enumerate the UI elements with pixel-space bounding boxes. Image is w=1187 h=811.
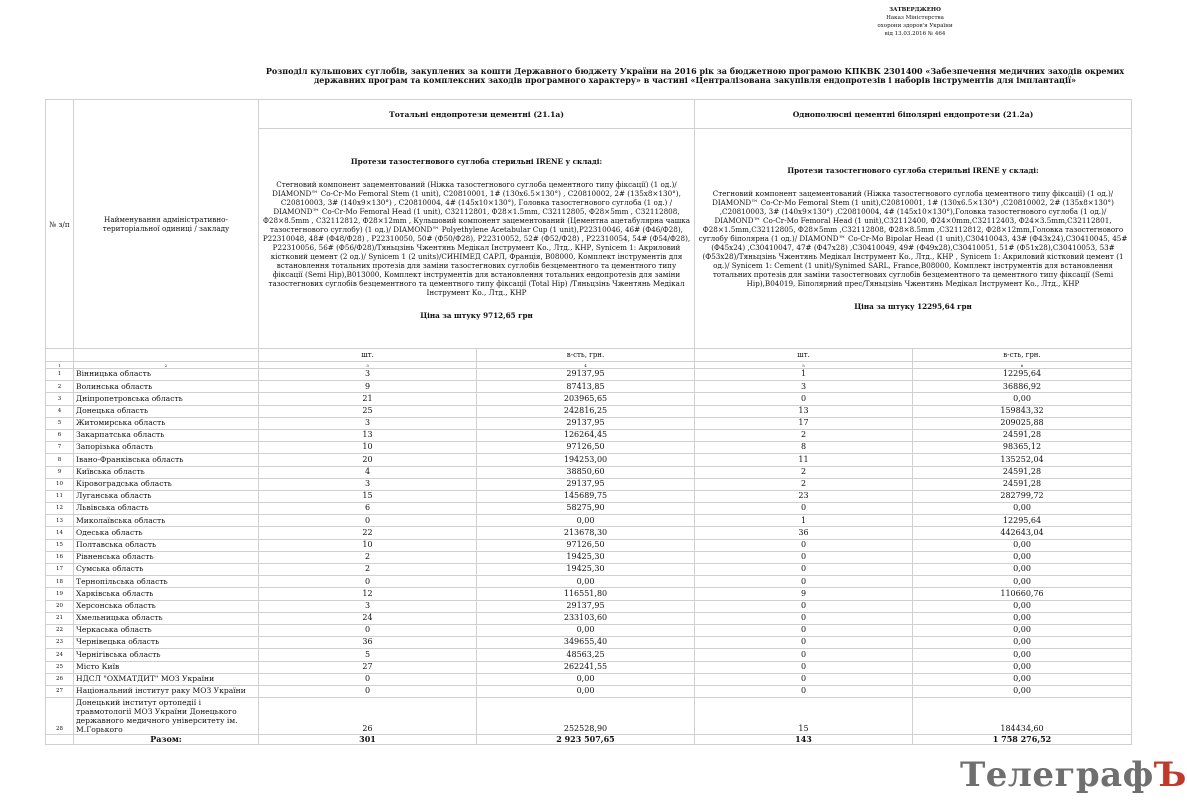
table-row bbox=[46, 624, 1132, 636]
col-name-header: Найменування адміністративно-територіальної одиниці / закладу bbox=[74, 100, 259, 349]
cell-q1: 9 bbox=[259, 381, 477, 393]
cell-s2: 0,00 bbox=[913, 551, 1132, 563]
cell-s1: 97126,50 bbox=[477, 442, 695, 454]
cell-q2: 23 bbox=[695, 490, 913, 502]
table-row bbox=[46, 393, 1132, 405]
cell-name: Національний інститут раку МОЗ України bbox=[74, 685, 259, 697]
cell-n: 18 bbox=[46, 576, 74, 588]
cell-q2: 0 bbox=[695, 661, 913, 673]
index-cell: 5 bbox=[695, 362, 913, 369]
cell-q2: 0 bbox=[695, 393, 913, 405]
table-row bbox=[46, 576, 1132, 588]
cell-q1: 10 bbox=[259, 442, 477, 454]
cell-n: 12 bbox=[46, 503, 74, 515]
cell-q2: 36 bbox=[695, 527, 913, 539]
cell-name: Чернігівська область bbox=[74, 649, 259, 661]
units-empty bbox=[46, 349, 74, 362]
total-label: Разом: bbox=[74, 735, 259, 745]
group1-unit-sum: в-сть, грн. bbox=[477, 349, 695, 362]
cell-s1: 213678,30 bbox=[477, 527, 695, 539]
cell-n: 14 bbox=[46, 527, 74, 539]
cell-s2: 0,00 bbox=[913, 673, 1132, 685]
cell-s2: 282799,72 bbox=[913, 490, 1132, 502]
table-row bbox=[46, 478, 1132, 490]
cell-q1: 3 bbox=[259, 478, 477, 490]
cell-name: Волинська область bbox=[74, 381, 259, 393]
cell-s1: 0,00 bbox=[477, 673, 695, 685]
cell-s2: 12295,64 bbox=[913, 369, 1132, 381]
group1-title: Тотальні ендопротези цементні (21.1а) bbox=[259, 100, 695, 129]
cell-q1: 20 bbox=[259, 454, 477, 466]
cell-n: 11 bbox=[46, 490, 74, 502]
cell-q1: 26 bbox=[259, 698, 477, 735]
cell-s1: 0,00 bbox=[477, 685, 695, 697]
cell-name: Вінницька область bbox=[74, 369, 259, 381]
table-row bbox=[46, 454, 1132, 466]
cell-q1: 22 bbox=[259, 527, 477, 539]
cell-s2: 24591,28 bbox=[913, 466, 1132, 478]
cell-n: 19 bbox=[46, 588, 74, 600]
cell-s2: 0,00 bbox=[913, 539, 1132, 551]
cell-name: Дніпропетровська область bbox=[74, 393, 259, 405]
table-row bbox=[46, 381, 1132, 393]
group2-unit-qty: шт. bbox=[695, 349, 913, 362]
group1-price: Ціна за штуку 9712,65 грн bbox=[420, 311, 533, 320]
cell-s1: 262241,55 bbox=[477, 661, 695, 673]
cell-n: 10 bbox=[46, 478, 74, 490]
cell-n: 16 bbox=[46, 551, 74, 563]
logo-accent: Ъ bbox=[1153, 755, 1187, 795]
index-cell: 1 bbox=[46, 362, 74, 369]
cell-q2: 2 bbox=[695, 466, 913, 478]
cell-n: 4 bbox=[46, 405, 74, 417]
group1-unit-qty: шт. bbox=[259, 349, 477, 362]
group2-price: Ціна за штуку 12295,64 грн bbox=[854, 302, 972, 311]
telegraf-logo bbox=[960, 755, 1187, 795]
cell-n: 5 bbox=[46, 417, 74, 429]
table-row bbox=[46, 503, 1132, 515]
cell-q2: 0 bbox=[695, 637, 913, 649]
cell-s1: 194253,00 bbox=[477, 454, 695, 466]
cell-q1: 6 bbox=[259, 503, 477, 515]
cell-s1: 116551,80 bbox=[477, 588, 695, 600]
cell-s2: 0,00 bbox=[913, 637, 1132, 649]
total-q1: 301 bbox=[259, 735, 477, 745]
table-row bbox=[46, 637, 1132, 649]
cell-q1: 0 bbox=[259, 515, 477, 527]
cell-name: Полтавська область bbox=[74, 539, 259, 551]
document-title: Розподіл кульшових суглобів, закуплених за кошти Державного бюджету України на 2016 рік за бюджетною програмою КПКВК 2301400 «Забезпечення медичних заходів окремих державних програм та комплексних заходів програмного характеру» в частині «Централізована закупівля ендопротезів і наборів інструментів для імплантації» bbox=[265, 66, 1125, 85]
cell-s2: 0,00 bbox=[913, 649, 1132, 661]
cell-n: 1 bbox=[46, 369, 74, 381]
cell-q1: 0 bbox=[259, 685, 477, 697]
cell-q1: 13 bbox=[259, 429, 477, 441]
logo-main: Телеграф bbox=[960, 755, 1154, 795]
cell-q2: 0 bbox=[695, 564, 913, 576]
cell-name: Місто Київ bbox=[74, 661, 259, 673]
cell-q1: 10 bbox=[259, 539, 477, 551]
cell-name: Житомирська область bbox=[74, 417, 259, 429]
cell-name: Запорізька область bbox=[74, 442, 259, 454]
cell-name: Закарпатська область bbox=[74, 429, 259, 441]
cell-name: НДСЛ "ОХМАТДИТ" МОЗ України bbox=[74, 673, 259, 685]
cell-s1: 145689,75 bbox=[477, 490, 695, 502]
cell-n: 27 bbox=[46, 685, 74, 697]
cell-q2: 1 bbox=[695, 515, 913, 527]
cell-name: Сумська область bbox=[74, 564, 259, 576]
cell-n: 23 bbox=[46, 637, 74, 649]
cell-name: Луганська область bbox=[74, 490, 259, 502]
cell-s2: 24591,28 bbox=[913, 478, 1132, 490]
cell-q1: 24 bbox=[259, 612, 477, 624]
group1-description-cell bbox=[259, 129, 695, 349]
cell-name: Київська область bbox=[74, 466, 259, 478]
cell-s2: 0,00 bbox=[913, 393, 1132, 405]
distribution-table bbox=[45, 99, 1132, 745]
index-cell: 3 bbox=[259, 362, 477, 369]
cell-q1: 0 bbox=[259, 576, 477, 588]
total-empty bbox=[46, 735, 74, 745]
cell-q1: 3 bbox=[259, 369, 477, 381]
table-row bbox=[46, 661, 1132, 673]
group2-unit-sum: в-сть, грн. bbox=[913, 349, 1132, 362]
table-row bbox=[46, 417, 1132, 429]
cell-s1: 58275,90 bbox=[477, 503, 695, 515]
cell-q1: 12 bbox=[259, 588, 477, 600]
cell-n: 17 bbox=[46, 564, 74, 576]
cell-name: Кіровоградська область bbox=[74, 478, 259, 490]
cell-n: 3 bbox=[46, 393, 74, 405]
cell-q2: 0 bbox=[695, 539, 913, 551]
group2-description-cell bbox=[695, 129, 1132, 349]
cell-s2: 110660,76 bbox=[913, 588, 1132, 600]
cell-q2: 0 bbox=[695, 673, 913, 685]
table-row bbox=[46, 649, 1132, 661]
table-row bbox=[46, 490, 1132, 502]
group2-description: Стегновий компонент зацементований (Ніжка тазостегнового суглоба цементного типу фіксації) (1 од.)/ DIAMOND™ Co-Cr-Mo Femoral Stem (1 unit),С20810001, 1# (130х6.5×130°) ,С20810002, 2# (135х8×130°) ,С20810003, 3# (140х9×130°) ,С20810004, 4# (145х10×130°),Головка тазостегнового суглоба (1 од.)/ DIAMOND™ Co-Cr-Mo Femoral Head (1 unit),С32112400, Ф24×0mm,С32112403, Ф24×3.5mm,С32112801, Ф28×1.5mm,С32112805, Ф28×5mm ,С32112808, Ф28×8.5mm ,С32112812, Ф28×12mm,Головка тазостегнового суглобу біполярна (1 од.)/ DIAMOND™ Co-Cr-Mo Bipolar Head (1 unit),С30410043, 43# (Ф43х24),С30410045, 45# (Ф45х24) ,С30410047, 47# (Ф47х28) ,С30410049, 49# (Ф49х28),С30410051, 51# (Ф51х28),С30410053, 53# (Ф53х28)/Тяньцзінь Чжентянь Медікал Інструмент Ко., Лтд., КНР , Synicem 1: Акриловий кістковий цемент (1 од.)/ Synicem 1: Cement (1 unit)/Synimed SARL, France,В08000, Комплект інструментів для встановлення тотальних протезів для заміни тазостегнових суглобів безцементного та цементного типу фіксації (Semi Hip),В04019, Біполярний прес/Тяньцзінь Чжентянь Медікал Інструмент Ко., Лтд., КНР bbox=[698, 189, 1128, 288]
cell-s2: 0,00 bbox=[913, 503, 1132, 515]
cell-q1: 27 bbox=[259, 661, 477, 673]
cell-name: Одеська область bbox=[74, 527, 259, 539]
cell-s1: 242816,25 bbox=[477, 405, 695, 417]
cell-n: 7 bbox=[46, 442, 74, 454]
cell-s1: 48563,25 bbox=[477, 649, 695, 661]
cell-q1: 15 bbox=[259, 490, 477, 502]
cell-q2: 0 bbox=[695, 612, 913, 624]
cell-q2: 0 bbox=[695, 685, 913, 697]
cell-q2: 3 bbox=[695, 381, 913, 393]
cell-q2: 0 bbox=[695, 576, 913, 588]
cell-n: 28 bbox=[46, 698, 74, 735]
cell-q1: 21 bbox=[259, 393, 477, 405]
cell-n: 22 bbox=[46, 624, 74, 636]
cell-n: 20 bbox=[46, 600, 74, 612]
index-cell: 2 bbox=[74, 362, 259, 369]
total-row bbox=[46, 735, 1132, 745]
table-row bbox=[46, 612, 1132, 624]
approval-line-4: від 13.03.2016 № 464 bbox=[884, 31, 946, 37]
cell-name: Івано-Франківська область bbox=[74, 454, 259, 466]
table-row bbox=[46, 527, 1132, 539]
cell-s2: 184434,60 bbox=[913, 698, 1132, 735]
cell-s2: 159843,32 bbox=[913, 405, 1132, 417]
cell-q2: 15 bbox=[695, 698, 913, 735]
approval-line-2: Наказ Міністерства bbox=[886, 15, 944, 21]
cell-s1: 0,00 bbox=[477, 624, 695, 636]
cell-q2: 13 bbox=[695, 405, 913, 417]
cell-name: Херсонська область bbox=[74, 600, 259, 612]
table-row bbox=[46, 429, 1132, 441]
cell-q2: 17 bbox=[695, 417, 913, 429]
cell-q1: 3 bbox=[259, 417, 477, 429]
index-cell: 6 bbox=[913, 362, 1132, 369]
cell-name: Донецький інститут ортопедії і травмотології МОЗ України Донецького державного медичного університету ім. М.Горького bbox=[74, 698, 259, 735]
cell-s2: 0,00 bbox=[913, 624, 1132, 636]
cell-name: Хмельницька область bbox=[74, 612, 259, 624]
cell-q2: 9 bbox=[695, 588, 913, 600]
cell-name: Рівненська область bbox=[74, 551, 259, 563]
approval-line-1: ЗАТВЕРДЖЕНО bbox=[889, 7, 941, 13]
cell-s2: 36886,92 bbox=[913, 381, 1132, 393]
cell-s1: 29137,95 bbox=[477, 417, 695, 429]
cell-s1: 19425,30 bbox=[477, 551, 695, 563]
table-row bbox=[46, 515, 1132, 527]
cell-q1: 0 bbox=[259, 624, 477, 636]
units-empty bbox=[74, 349, 259, 362]
cell-s2: 0,00 bbox=[913, 564, 1132, 576]
cell-s2: 24591,28 bbox=[913, 429, 1132, 441]
cell-s2: 0,00 bbox=[913, 685, 1132, 697]
col-number-header: № з/п bbox=[46, 100, 74, 349]
cell-s1: 0,00 bbox=[477, 515, 695, 527]
cell-s1: 349655,40 bbox=[477, 637, 695, 649]
cell-q2: 2 bbox=[695, 429, 913, 441]
cell-s1: 29137,95 bbox=[477, 478, 695, 490]
cell-n: 26 bbox=[46, 673, 74, 685]
cell-q1: 2 bbox=[259, 551, 477, 563]
cell-q2: 2 bbox=[695, 478, 913, 490]
cell-s1: 29137,95 bbox=[477, 369, 695, 381]
cell-s2: 0,00 bbox=[913, 661, 1132, 673]
cell-s1: 97126,50 bbox=[477, 539, 695, 551]
cell-s2: 0,00 bbox=[913, 600, 1132, 612]
cell-n: 8 bbox=[46, 454, 74, 466]
cell-q1: 3 bbox=[259, 600, 477, 612]
table-row bbox=[46, 466, 1132, 478]
cell-s2: 135252,04 bbox=[913, 454, 1132, 466]
cell-q2: 0 bbox=[695, 600, 913, 612]
total-q2: 143 bbox=[695, 735, 913, 745]
cell-s2: 0,00 bbox=[913, 612, 1132, 624]
cell-q1: 4 bbox=[259, 466, 477, 478]
cell-name: Львівська область bbox=[74, 503, 259, 515]
cell-n: 21 bbox=[46, 612, 74, 624]
table-row bbox=[46, 551, 1132, 563]
cell-s1: 29137,95 bbox=[477, 600, 695, 612]
cell-s1: 233103,60 bbox=[477, 612, 695, 624]
cell-s2: 98365,12 bbox=[913, 442, 1132, 454]
cell-s1: 0,00 bbox=[477, 576, 695, 588]
group1-product: Протези тазостегнового суглоба стерильні IRENE у складі: bbox=[350, 157, 603, 166]
cell-q1: 2 bbox=[259, 564, 477, 576]
cell-n: 25 bbox=[46, 661, 74, 673]
approval-stamp bbox=[850, 6, 980, 38]
cell-n: 9 bbox=[46, 466, 74, 478]
table-row bbox=[46, 442, 1132, 454]
table-row bbox=[46, 600, 1132, 612]
cell-s2: 0,00 bbox=[913, 576, 1132, 588]
cell-s2: 442643,04 bbox=[913, 527, 1132, 539]
cell-q2: 1 bbox=[695, 369, 913, 381]
cell-s2: 209025,88 bbox=[913, 417, 1132, 429]
group2-product: Протези тазостегнового суглоба стерильні IRENE у складі: bbox=[787, 166, 1039, 175]
cell-n: 6 bbox=[46, 429, 74, 441]
cell-name: Черкаська область bbox=[74, 624, 259, 636]
cell-name: Тернопільська область bbox=[74, 576, 259, 588]
cell-q2: 0 bbox=[695, 649, 913, 661]
cell-n: 13 bbox=[46, 515, 74, 527]
index-row bbox=[46, 362, 1132, 369]
table-row bbox=[46, 564, 1132, 576]
table-row bbox=[46, 369, 1132, 381]
cell-q1: 25 bbox=[259, 405, 477, 417]
cell-q1: 36 bbox=[259, 637, 477, 649]
cell-q1: 5 bbox=[259, 649, 477, 661]
cell-name: Миколаївська область bbox=[74, 515, 259, 527]
cell-s1: 19425,30 bbox=[477, 564, 695, 576]
cell-n: 15 bbox=[46, 539, 74, 551]
cell-name: Харківська область bbox=[74, 588, 259, 600]
table-row bbox=[46, 673, 1132, 685]
cell-q1: 0 bbox=[259, 673, 477, 685]
cell-s1: 87413,85 bbox=[477, 381, 695, 393]
cell-s1: 126264,45 bbox=[477, 429, 695, 441]
cell-name: Донецька область bbox=[74, 405, 259, 417]
cell-q2: 11 bbox=[695, 454, 913, 466]
total-s2: 1 758 276,52 bbox=[913, 735, 1132, 745]
group1-description: Стегновий компонент зацементований (Ніжка тазостегнового суглоба цементного типу фіксації) (1 од.)/ DIAMOND™ Co-Cr-Mo Femoral Stem (1 unit), С20810001, 1# (130х6.5×130°) , С20810002, 2# (135х8×130°), С20810003, 3# (140х9×130°) , С20810004, 4# (145х10×130°), Головка тазостегнового суглоба (1 од.) / DIAMOND™ Co-Cr-Mo Femoral Head (1 unit), С32112801, Ф28×1.5mm, С32112805, Ф28×5mm , С32112808, Ф28×8.5mm , С32112812, Ф28×12mm , Кульшовий компонент зацементований (Цементна ацетабулярна чашка тазостегнового суглобу) (1 од.)/ DIAMOND™ Polyethylene Acetabular Cup (1 unit),Р22310046, 46# (Ф46/Ф28), Р22310048, 48# (Ф48/Ф28) , Р22310050, 50# (Ф50/Ф28), Р22310052, 52# (Ф52/Ф28) , Р22310054, 54# (Ф54/Ф28), Р22310056, 56# (Ф56/Ф28)/Тяньцзінь Чжентянь Медікал Інструмент Ко., Лтд., КНР, Synicem 1: Акриловий кістковий цемент (2 од.)/ Synicem 1 (2 units)/СИНІМЕД САРЛ, Франція, В08000, Комплект інструментів для встановлення тотальних протезів для заміни тазостегнових суглобів безцементного та цементного типу фіксації (Semi Hip),В013000, Комплект інструментів для встановлення тотальних ендопротезів для заміни тазостегнових суглобів безцементного та цементного типу фіксації (Total Hip) /Тяньцзінь Чжентянь Медікал Інструмент Ко., Лтд., КНР bbox=[262, 180, 691, 297]
table-row bbox=[46, 698, 1132, 735]
cell-s2: 12295,64 bbox=[913, 515, 1132, 527]
cell-q2: 8 bbox=[695, 442, 913, 454]
cell-q2: 0 bbox=[695, 503, 913, 515]
table-row bbox=[46, 405, 1132, 417]
group2-title: Однополюсні цементні біполярні ендопротези (21.2а) bbox=[695, 100, 1132, 129]
table-row bbox=[46, 685, 1132, 697]
total-s1: 2 923 507,65 bbox=[477, 735, 695, 745]
table-row bbox=[46, 588, 1132, 600]
cell-n: 24 bbox=[46, 649, 74, 661]
index-cell: 4 bbox=[477, 362, 695, 369]
approval-line-3: охорони здоров'я України bbox=[877, 23, 953, 29]
cell-name: Чернівецька область bbox=[74, 637, 259, 649]
cell-q2: 0 bbox=[695, 624, 913, 636]
cell-q2: 0 bbox=[695, 551, 913, 563]
cell-s1: 203965,65 bbox=[477, 393, 695, 405]
table-row bbox=[46, 539, 1132, 551]
cell-s1: 38850,60 bbox=[477, 466, 695, 478]
cell-n: 2 bbox=[46, 381, 74, 393]
cell-s1: 252528,90 bbox=[477, 698, 695, 735]
